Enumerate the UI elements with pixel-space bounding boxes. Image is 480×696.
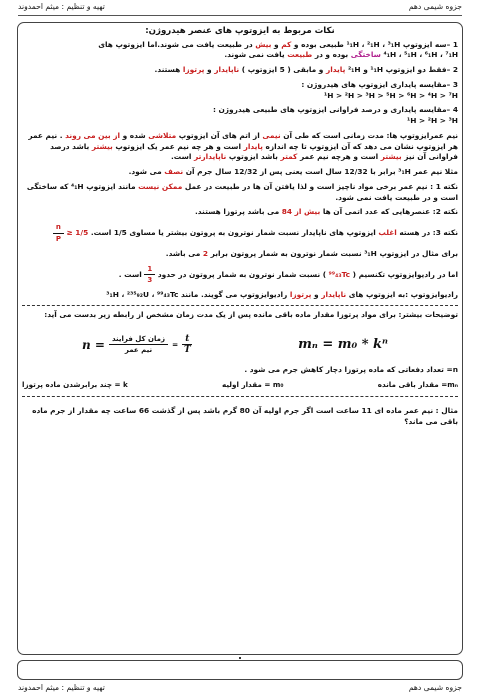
tc-b: ) نسبت شمار نوترون به شمار پروتون در حدود (157, 269, 327, 279)
half-b: از اتم های آن ایزوتوپ (178, 130, 260, 140)
def-m0: m₀ = مقدار اولیه (222, 379, 284, 389)
ratio-num: n (53, 222, 64, 234)
n3b-two: 2 (202, 248, 209, 258)
footer-title: جزوه شیمی دهم (408, 683, 462, 692)
p1-text-d: بوده و در (314, 50, 349, 60)
radio-a: :به ایزوتوپ های (348, 290, 409, 300)
p1-bish: بیش (255, 39, 272, 49)
p2-partoza: پرتوزا (182, 65, 205, 75)
tc-c: است . (118, 269, 142, 279)
header-author: تهیه و تنظیم : میثم احمدوند (18, 2, 105, 11)
n3-aghlab: اغلب (378, 228, 397, 238)
point-4 (22, 105, 458, 126)
frac2-den: T (183, 345, 191, 356)
p4-label: 4 –مقایسه پایداری و درصد فراوانی ایزوتوپ های طبیعی هیدروژن : (212, 105, 458, 115)
h1-symbol: ¹₁H (370, 65, 384, 75)
note-3 (22, 222, 458, 244)
doc-title: نکات مربوط به ایزوتوپ های عنصر هیدروژن: (145, 26, 335, 36)
def-mn: mₙ= مقدار باقی مانده (377, 379, 458, 389)
half-f: باشد درصد فراوانی آن نیز (50, 141, 458, 162)
point-3 (22, 80, 458, 101)
n-over-p-ratio (53, 222, 88, 244)
header-title: جزوه شیمی دهم (408, 2, 462, 11)
p2-napaydar: ناپایدار (214, 65, 240, 75)
ex1-a: مثلا نیم عمر (413, 167, 458, 177)
radio-label: رادیوایزوتوپ (410, 290, 458, 300)
p2-text-d: و (207, 65, 212, 75)
n2-a: نکته 2: عنصرهایی که عدد اتمی آن ها (322, 207, 458, 217)
technetium-note (22, 264, 458, 286)
n2-b: می باشد پرتوزا هستند. (194, 207, 280, 217)
tc-a: اما در رادیوایزوتوپ تکنسیم ( (352, 269, 458, 279)
section-divider-2 (22, 396, 458, 397)
p2-text-a: 2 –فقط دو ایزوتوپ (385, 65, 458, 75)
p3-label: 3 –مقایسه پایداری ایزوتوپ های هیدروژن : (301, 79, 458, 89)
p1-sakhtegi: ساختگی (350, 50, 381, 60)
tc-frac-num: 1 (144, 264, 155, 276)
def-k: k = چند برابرشدن ماده پرتوزا (22, 379, 128, 389)
half-motalashi: متلاشی (148, 130, 177, 140)
n3b-b: نسبت شمار نوترون به شمار پروتون برابر (210, 248, 362, 258)
half-c: شده و (122, 130, 146, 140)
frac1-num: زمان کل فرایند (109, 334, 168, 346)
ratio-den: P (55, 234, 61, 243)
formula-row (22, 325, 458, 365)
n-formula (82, 334, 192, 356)
p2-text-b: و (363, 65, 368, 75)
radio-list: ³₁H ، ²³⁵₉₂U ، ⁹⁹₄₃Tc (106, 290, 179, 300)
half-bishtar2: بیشتر (380, 152, 402, 162)
half-h: باشد ایزوتوپ (228, 152, 278, 162)
example-question: مثال : نیم عمر ماده ای 11 ساعت است اگر جرم اولیه آن 80 گرم باشد پس از گذشت 66 ساعت چه مقدار از جرم ماده باقی می ماند؟ (32, 406, 458, 426)
half-kamtar: کمتر (280, 152, 298, 162)
half-g: است و هرچه نیم عمر (299, 152, 379, 162)
h2-symbol: ²₁H (347, 65, 361, 75)
footer-author: تهیه و تنظیم : میثم احمدوند (18, 683, 105, 692)
ex1-b: برابر با 12/32 سال است یعنی پس از 12/32 سال جرم آن (185, 167, 396, 177)
half-i: است. (171, 152, 192, 162)
p2-paydar: پایدار (325, 65, 346, 75)
n1-c: که ساختگی است و در طبیعت یافت نمی شود. (26, 181, 458, 202)
p2-text-e: هستند. (154, 65, 181, 75)
ex1-c: می شود. (128, 167, 162, 177)
tc-symbol: ⁹⁹₄₃Tc (328, 269, 351, 279)
half-azbeyn: از بین می روند (65, 130, 120, 140)
definitions-row (22, 380, 458, 391)
n3b-a: برای مثال در ایزوتوپ (379, 248, 458, 258)
more-label: توضیحات بیشتر: (398, 310, 458, 320)
document-body (22, 26, 458, 432)
formula-eq: = (172, 339, 179, 349)
def-n: n= تعداد دفعاتی که ماده پرتوزا دچار کاهش جرم می شود . (244, 364, 458, 374)
more-explanation (22, 310, 458, 321)
point-1 (22, 40, 458, 61)
h3-symbol-2: ³₁H (364, 248, 377, 258)
frac2-num: t (182, 334, 192, 346)
radio-partoza: پرتوزا (289, 290, 312, 300)
n3-a: نکته 3: در هسته (399, 228, 458, 238)
half-label: نیم عمرایزوتوپ ها: (386, 130, 458, 140)
n1-b: مانند ایزوتوپ (86, 181, 136, 191)
formula-n: n = (82, 337, 105, 352)
note-2 (22, 207, 458, 218)
n1-momken: ممکن نیست (138, 181, 183, 191)
tc-fraction (144, 264, 155, 286)
p2-text-c: و مابقی ( 5 ایزوتوپ ) (241, 65, 324, 75)
p1-tabiat: طبیعت (287, 50, 313, 60)
h4-symbol: ⁴₁H (70, 181, 84, 191)
p1-kam: کم (281, 39, 292, 49)
half-life-definition (22, 131, 458, 163)
half-bishtar: بیشتر (91, 141, 113, 151)
p1-text-a: 1 –سه ایزوتوپ (402, 39, 458, 49)
half-e: است و هر چه نیم عمر یک ایزوتوپ (115, 141, 241, 151)
half-napaydartar: ناپایدارتر (194, 152, 227, 162)
half-life-example (22, 167, 458, 178)
radio-b: و (314, 290, 319, 300)
n2-bish84: بیش از 84 (281, 207, 321, 217)
p1-va: و (274, 39, 279, 49)
frac1-den: نیم عمر (124, 346, 153, 355)
p1-text-c: در طبیعت یافت می شوند.اما ایزوتوپ های (98, 39, 253, 49)
bottom-frame (17, 660, 463, 680)
formula-frac1 (109, 334, 168, 356)
n3-b: ایزوتوپ های ناپایدار نسبت شمار نوترون به پروتون بیشتر یا مساوی 1/5 است. (90, 228, 376, 238)
mass-formula: mₙ = m₀ * kⁿ (298, 336, 388, 352)
h-isotopes-natural: ¹₁H ، ²₁H ، ³₁H (346, 39, 401, 49)
radio-napaydar: ناپایدار (321, 290, 347, 300)
p4-order: ¹H > ²H > ³H (407, 116, 458, 126)
half-d: . نیم عمر هر ایزوتوپ نشان می دهد که آن ایزوتوپ تا چه اندازه (28, 130, 458, 151)
ratio-value: ≥ 1/5 (66, 228, 89, 238)
note-3-example (22, 249, 458, 260)
more-text: برای مواد پرتوزا مقدار ماده باقی مانده پس از یک مدت زمان مشخص از رابطه زیر بدست می آید: (44, 310, 396, 320)
note-1 (22, 182, 458, 203)
section-divider (22, 305, 458, 306)
p1-text-b: طبیعی بوده و (293, 39, 344, 49)
p3-order: ¹H > ²H > ³H > ⁵H > ⁶H > ⁴H > ⁷H (324, 90, 458, 100)
formula-frac2 (182, 334, 192, 356)
header-rule (18, 15, 462, 16)
n1-a: نکته 1 : نیم عمر برخی مواد ناچیز است و لذا یافتن آن ها در طبیعت در عمل (184, 181, 458, 191)
h-isotopes-synthetic: ⁴₁H ، ⁵₁H ، ⁶₁H ، ⁷₁H (383, 50, 458, 60)
point-2 (22, 65, 458, 76)
half-a: مدت زمانی است که طی آن (283, 130, 384, 140)
radioisotope-definition (22, 290, 458, 301)
half-nimi: نیمی (262, 130, 281, 140)
page-number-mark (239, 657, 241, 659)
p1-text-e: یافت نمی شوند. (224, 50, 285, 60)
radio-c: رادیوایزوتوپ می گویند. مانند (180, 290, 288, 300)
page-footer (18, 683, 462, 692)
n3b-c: می باشد. (165, 248, 201, 258)
ex1-nesf: نصف (164, 167, 184, 177)
page-header (18, 2, 462, 11)
h3-symbol: ³₁H (398, 167, 411, 177)
half-paydar: پایدار (243, 141, 263, 151)
tc-frac-den: 3 (147, 276, 153, 285)
